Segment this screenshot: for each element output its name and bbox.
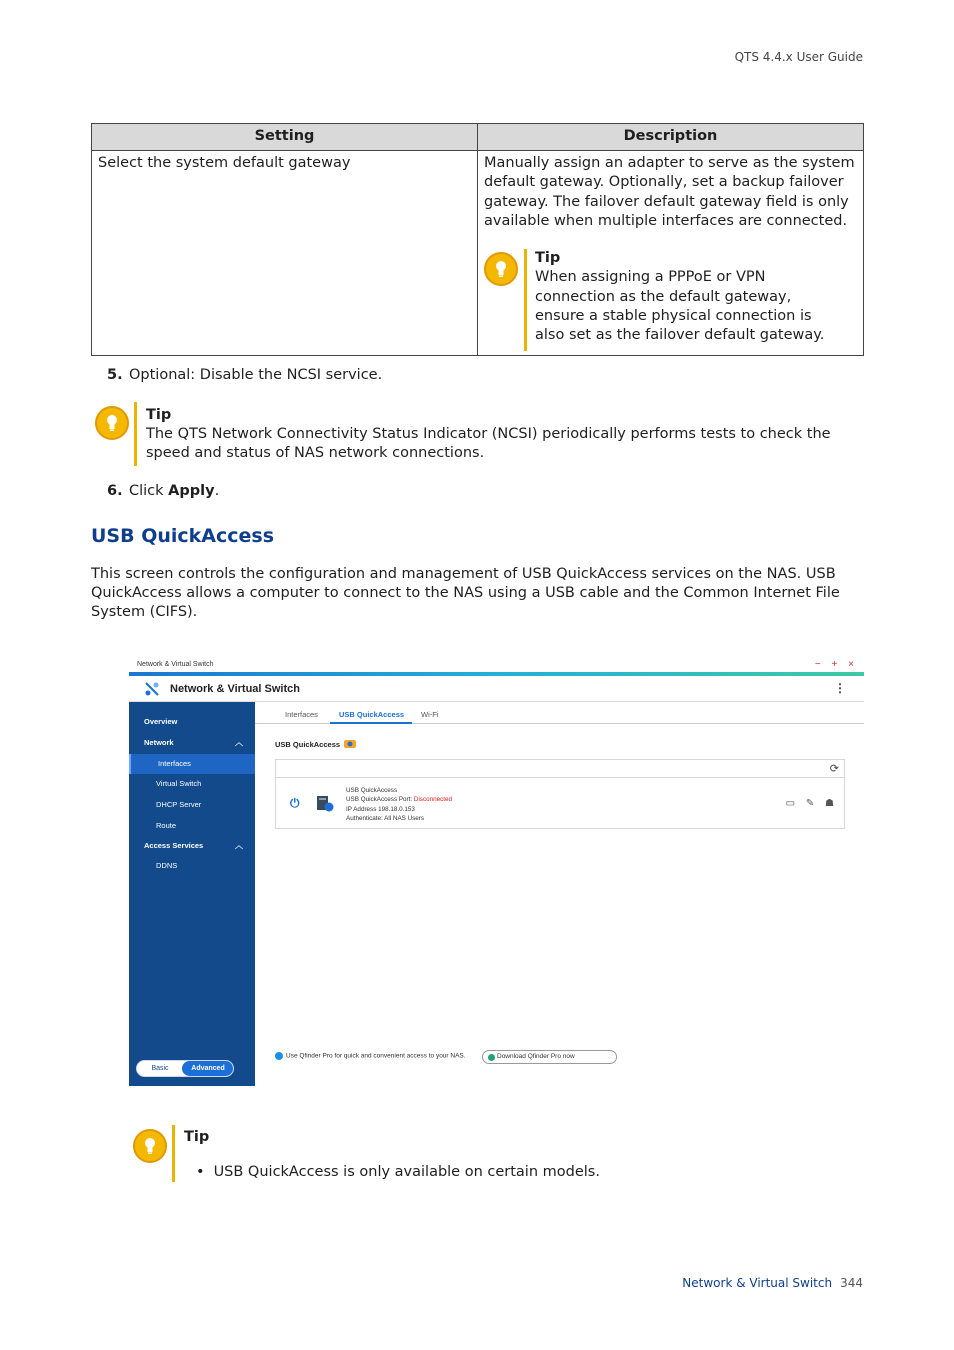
sidebar-item-virtual-switch[interactable]: Virtual Switch xyxy=(156,779,202,788)
usb-device-icon xyxy=(316,794,334,812)
tab-interfaces[interactable]: Interfaces xyxy=(285,710,318,719)
qfinder-icon xyxy=(488,1054,495,1061)
usb-quickaccess-help-icon[interactable] xyxy=(343,737,357,749)
users-icon[interactable]: ☗ xyxy=(825,798,834,809)
usb-ip-address: IP Address 198.18.0.153 xyxy=(346,805,415,813)
sidebar-item-dhcp-server[interactable]: DHCP Server xyxy=(156,800,202,809)
tip-title: Tip xyxy=(184,1129,210,1145)
step-5 xyxy=(107,367,507,387)
chevron-up-icon: ︿ xyxy=(235,841,243,850)
tip-text: When assigning a PPPoE or VPN connection as the default gateway, ensure a stable physical connection is also set as the failover default gateway. xyxy=(535,269,825,344)
lightbulb-icon xyxy=(133,1129,167,1163)
sidebar-item-route[interactable]: Route xyxy=(156,821,177,830)
info-icon xyxy=(275,1052,283,1060)
tip-title: Tip xyxy=(146,407,172,423)
settings-table xyxy=(91,123,864,356)
guide-title: QTS 4.4.x User Guide xyxy=(734,50,863,64)
qfinder-hint: Use Qfinder Pro for quick and convenient access to your NAS. xyxy=(275,1052,466,1060)
network-switch-icon xyxy=(143,680,161,698)
table-row xyxy=(92,151,864,356)
edit-icon[interactable]: ✎ xyxy=(805,798,815,809)
app-window-screenshot xyxy=(129,659,864,1086)
usb-quickaccess-panel xyxy=(275,759,845,829)
sidebar-item-access-services[interactable]: Access Services ︿ xyxy=(129,836,255,856)
table-header-description: Description xyxy=(478,124,864,151)
inline-tip xyxy=(484,249,857,351)
section-title: USB QuickAccess xyxy=(91,525,275,547)
setting-cell: Select the system default gateway xyxy=(92,151,478,356)
tab-usb-quickaccess[interactable]: USB QuickAccess xyxy=(339,710,405,719)
window-title: Network & Virtual Switch xyxy=(137,661,214,668)
usb-port-status: Disconnected xyxy=(413,796,453,804)
footer-section: Network & Virtual Switch xyxy=(682,1276,833,1290)
more-menu-icon[interactable]: ⋮ xyxy=(834,681,846,695)
tip-bullet: • USB QuickAccess is only available on certain models. xyxy=(196,1163,804,1182)
mode-toggle[interactable] xyxy=(136,1060,234,1077)
chevron-up-icon: ︿ xyxy=(235,738,243,747)
description-text: Manually assign an adapter to serve as the system default gateway. Optionally, set a backup failover gateway. The failover default gateway field is only available when multiple interfaces are connected. xyxy=(484,155,855,229)
step-text: Optional: Disable the NCSI service. xyxy=(129,367,383,383)
sidebar xyxy=(129,702,255,1086)
usb-port-label: USB QuickAccess Port: xyxy=(346,796,414,804)
main-content xyxy=(255,702,864,1086)
page-number: 344 xyxy=(840,1276,863,1290)
ncsi-tip xyxy=(95,402,865,466)
tab-bar xyxy=(255,702,864,724)
usb-authenticate: Authenticate: All NAS Users xyxy=(346,814,425,822)
usb-quickaccess-label: USB QuickAccess xyxy=(275,740,341,749)
sidebar-item-network[interactable]: Network ︿ xyxy=(129,733,255,753)
page-footer xyxy=(682,1276,863,1290)
usb-tip xyxy=(133,1125,833,1182)
tab-wifi[interactable]: Wi-Fi xyxy=(421,710,439,719)
lightbulb-icon xyxy=(95,406,129,440)
tip-text: The QTS Network Connectivity Status Indicator (NCSI) periodically performs tests to check the speed and status of NAS network connections. xyxy=(146,426,831,461)
section-paragraph: This screen controls the configuration and management of USB QuickAccess services on the NAS. USB QuickAccess allows a computer to connect to the NAS using a USB cable and the Common Internet File System (CIFS). xyxy=(91,566,840,620)
usb-entry-info xyxy=(346,786,452,823)
advanced-mode-button[interactable]: Advanced xyxy=(182,1061,234,1076)
monitor-icon[interactable]: ▭ xyxy=(785,798,796,809)
table-header-setting: Setting xyxy=(92,124,478,151)
step-number: 6. xyxy=(107,483,123,499)
tip-title: Tip xyxy=(535,250,561,267)
refresh-icon[interactable]: ⟳ xyxy=(829,763,839,775)
step-number: 5. xyxy=(107,367,123,383)
step-text: Click xyxy=(129,483,169,499)
sidebar-item-interfaces[interactable]: Interfaces xyxy=(129,754,255,774)
basic-mode-button[interactable]: Basic xyxy=(151,1065,169,1072)
window-controls[interactable]: − + × xyxy=(814,659,858,670)
step-6: 6. Click Apply. xyxy=(107,483,220,499)
lightbulb-icon xyxy=(484,252,518,286)
usb-entry-name: USB QuickAccess xyxy=(346,787,398,794)
power-icon[interactable]: ⏻ xyxy=(290,796,300,810)
download-qfinder-button[interactable]: Download Qfinder Pro now xyxy=(482,1050,617,1064)
apply-label: Apply xyxy=(168,483,215,499)
sidebar-item-ddns[interactable]: DDNS xyxy=(156,861,178,870)
app-name: Network & Virtual Switch xyxy=(170,683,300,695)
description-cell xyxy=(478,151,864,356)
sidebar-item-overview[interactable]: Overview xyxy=(144,717,178,726)
